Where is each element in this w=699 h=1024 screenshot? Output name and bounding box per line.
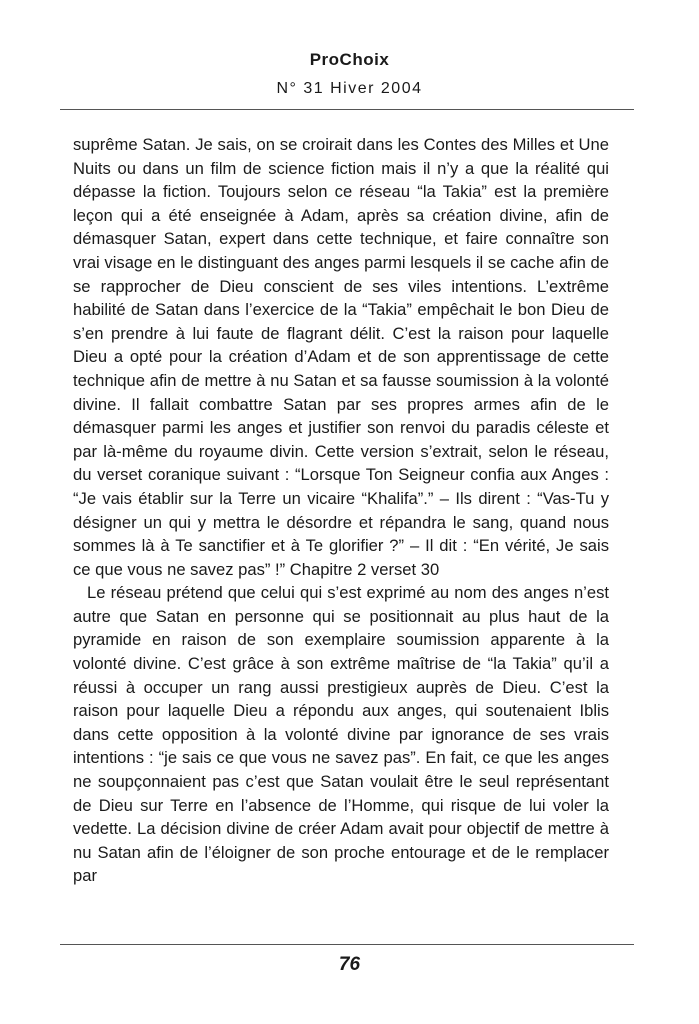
paragraph: suprême Satan. Je sais, on se croirait dans les Contes des Milles et Une Nuits ou dans un film de science fiction mais il n’y a que la réalité qui dépasse la fiction. Toujours selon ce réseau “la Takia” est la première leçon qui a été enseignée à Adam, après sa création divine, afin de démasquer Satan, expert dans cette technique, et faire connaître son vrai visage en le distinguant des anges parmi lesquels il se cache afin de se rapprocher de Dieu conscient de ses viles intentions. L’extrême habilité de Satan dans l’exercice de la “Takia” empêchait le bon Dieu de s’en prendre à lui faute de flagrant délit. C’est la raison pour laquelle Dieu a opté pour la création d’Adam et de son apprentissage de cette technique afin de mettre à nu Satan et sa fausse soumission à la volonté divine. Il fallait combattre Satan par ses propres armes afin de le démasquer parmi les anges et justifier son renvoi du paradis céleste et par là-même du royaume divin. Cette version s’extrait, selon le réseau, du verset coranique suivant : “Lorsque Ton Seigneur confia aux Anges : “Je vais établir sur la Terre un vicaire “Khalifa”.” – Ils dirent : “Vas-Tu y désigner un qui y mettra le désordre et répandra le sang, quand nous sommes là à Te sanctifier et à Te glorifier ?” – Il dit : “En vérité, Je sais ce que vous ne savez pas” !” Chapitre 2 verset 30 (73, 135, 609, 579)
page-number: 76 (338, 954, 361, 975)
journal-title: ProChoix (309, 50, 390, 69)
header-divider (60, 109, 634, 110)
paragraph: Le réseau prétend que celui qui s’est exprimé au nom des anges n’est autre que Satan en personne qui se positionnait au plus haut de la pyramide en raison de son exemplaire soumission apparente à la volonté divine. C’est grâce à son extrême maîtrise de “la Takia” qu’il a réussi à occuper un rang aussi prestigieux auprès de Dieu. C’est la raison pour laquelle Dieu a répondu aux anges, qui soutenaient Iblis dans cette opposition à la volonté divine par ignorance de ses vrais intentions : “je sais ce que vous ne savez pas”. En fait, ce que les anges ne soupçonnaient pas c’est que Satan voulait être le seul représentant de Dieu sur Terre en l’absence de l’Homme, qui risque de lui voler la vedette. La décision divine de créer Adam avait pour objectif de mettre à nu Satan afin de l’éloigner de son proche entourage et de le remplacer par (73, 583, 609, 886)
issue-info: N° 31 Hiver 2004 (276, 80, 423, 97)
footer-divider (60, 944, 634, 945)
article-body (73, 133, 609, 888)
